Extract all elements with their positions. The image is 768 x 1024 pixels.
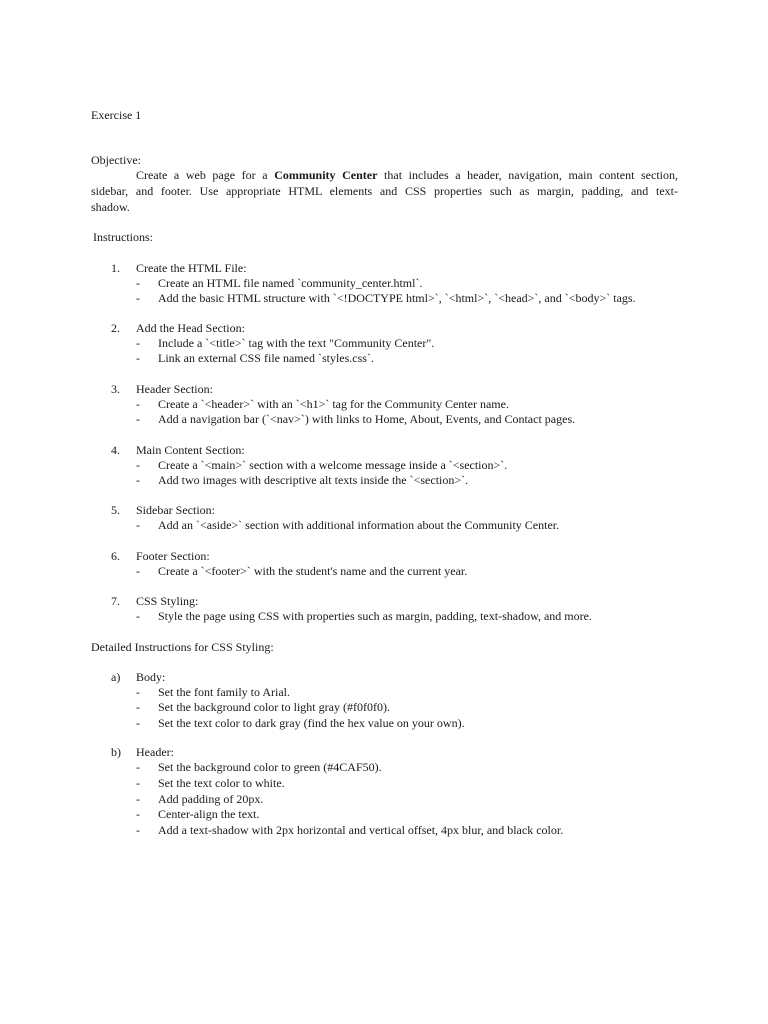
objective-line-1 <box>136 168 678 183</box>
bullet-dash: - <box>136 700 140 714</box>
step-number: 5. <box>111 503 120 517</box>
css-heading: Detailed Instructions for CSS Styling: <box>91 640 274 654</box>
step-number: 7. <box>111 594 120 608</box>
bullet-dash: - <box>136 336 140 350</box>
bullet-dash: - <box>136 792 140 806</box>
objective-line-2: sidebar, and footer. Use appropriate HTML elements and CSS properties such as margin, padding, and text- <box>91 184 678 198</box>
list-item: Add two images with descriptive alt texts inside the `<section>`. <box>158 473 469 487</box>
step-title: Add the Head Section: <box>136 321 245 335</box>
section-letter: a) <box>111 670 121 684</box>
bullet-dash: - <box>136 823 140 837</box>
list-item: Add a text-shadow with 2px horizontal and vertical offset, 4px blur, and black color. <box>158 823 564 837</box>
list-item: Add the basic HTML structure with `<!DOCTYPE html>`, `<html>`, `<head>`, and `<body>` tags. <box>158 291 636 305</box>
section-letter: b) <box>111 745 121 759</box>
bullet-dash: - <box>136 609 140 623</box>
bullet-dash: - <box>136 685 140 699</box>
step-title: CSS Styling: <box>136 594 199 608</box>
section-title: Header: <box>136 745 174 759</box>
list-item: Link an external CSS file named `styles.css`. <box>158 351 374 365</box>
objective-bold-term: Community Center <box>274 168 378 182</box>
bullet-dash: - <box>136 397 140 411</box>
list-item: Center-align the text. <box>158 807 260 821</box>
list-item: Include a `<title>` tag with the text "Community Center". <box>158 336 435 350</box>
exercise-title: Exercise 1 <box>91 108 142 122</box>
instructions-heading: Instructions: <box>93 230 153 244</box>
list-item: Create a `<header>` with an `<h1>` tag for the Community Center name. <box>158 397 509 411</box>
step-number: 1. <box>111 261 120 275</box>
step-number: 6. <box>111 549 120 563</box>
step-title: Header Section: <box>136 382 213 396</box>
objective-text: Create a web page for a <box>136 168 275 182</box>
step-title: Create the HTML File: <box>136 261 247 275</box>
bullet-dash: - <box>136 518 140 532</box>
list-item: Add padding of 20px. <box>158 792 264 806</box>
objective-label: Objective: <box>91 153 141 167</box>
bullet-dash: - <box>136 291 140 305</box>
objective-line-3: shadow. <box>91 200 130 214</box>
step-number: 3. <box>111 382 120 396</box>
step-title: Main Content Section: <box>136 443 245 457</box>
objective-text: that includes a header, navigation, main content section, <box>377 168 679 182</box>
list-item: Set the text color to dark gray (find the hex value on your own). <box>158 716 465 730</box>
bullet-dash: - <box>136 776 140 790</box>
step-number: 4. <box>111 443 120 457</box>
list-item: Add an `<aside>` section with additional information about the Community Center. <box>158 518 560 532</box>
list-item: Add a navigation bar (`<nav>`) with links to Home, About, Events, and Contact pages. <box>158 412 576 426</box>
bullet-dash: - <box>136 458 140 472</box>
step-title: Footer Section: <box>136 549 210 563</box>
step-title: Sidebar Section: <box>136 503 215 517</box>
bullet-dash: - <box>136 276 140 290</box>
bullet-dash: - <box>136 412 140 426</box>
bullet-dash: - <box>136 760 140 774</box>
list-item: Create a `<footer>` with the student's name and the current year. <box>158 564 468 578</box>
list-item: Create an HTML file named `community_center.html`. <box>158 276 423 290</box>
bullet-dash: - <box>136 351 140 365</box>
list-item: Set the font family to Arial. <box>158 685 290 699</box>
step-number: 2. <box>111 321 120 335</box>
list-item: Style the page using CSS with properties such as margin, padding, text-shadow, and more. <box>158 609 592 623</box>
bullet-dash: - <box>136 807 140 821</box>
list-item: Set the background color to light gray (#f0f0f0). <box>158 700 390 714</box>
list-item: Set the text color to white. <box>158 776 285 790</box>
bullet-dash: - <box>136 473 140 487</box>
section-title: Body: <box>136 670 166 684</box>
bullet-dash: - <box>136 716 140 730</box>
bullet-dash: - <box>136 564 140 578</box>
list-item: Create a `<main>` section with a welcome message inside a `<section>`. <box>158 458 508 472</box>
list-item: Set the background color to green (#4CAF50). <box>158 760 382 774</box>
